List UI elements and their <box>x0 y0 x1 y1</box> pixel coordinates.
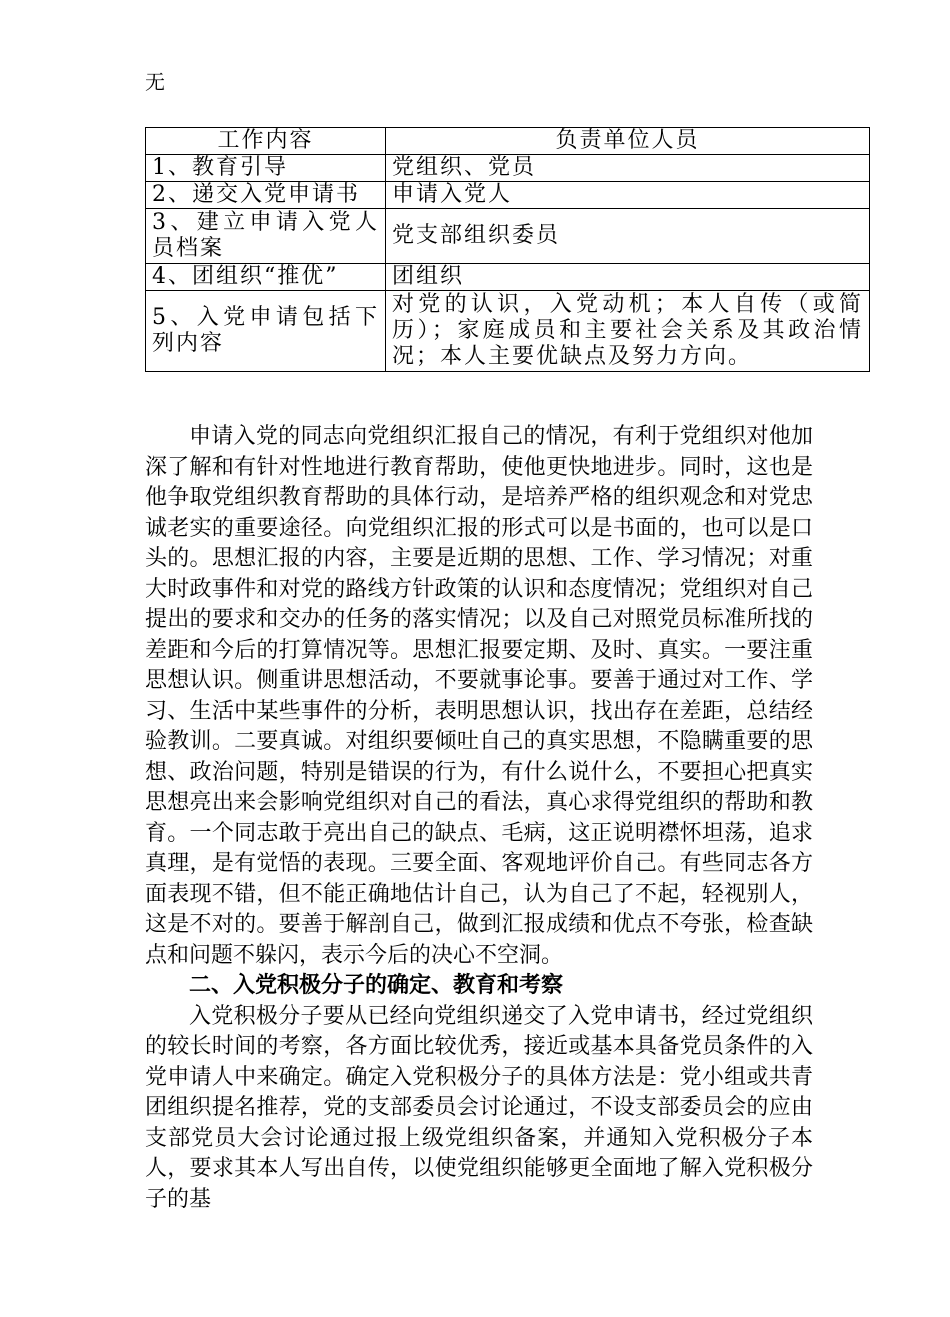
table-header-row <box>146 128 870 155</box>
task-text: 5、入党申请包括下列内容 <box>152 305 379 356</box>
owner-cell: 申请入党人 <box>386 182 870 209</box>
table-row <box>146 155 870 182</box>
table-header-owner: 负责单位人员 <box>386 128 870 155</box>
table-row <box>146 182 870 209</box>
owner-cell <box>386 291 870 372</box>
owner-cell: 党组织、党员 <box>386 155 870 182</box>
table-header-task: 工作内容 <box>146 128 386 155</box>
task-text: 3、建立申请入党人员档案 <box>152 210 379 261</box>
table-row <box>146 264 870 291</box>
header-mark: 无 <box>145 70 165 94</box>
owner-cell: 团组织 <box>386 264 870 291</box>
body-text <box>145 422 813 1215</box>
owner-cell: 党支部组织委员 <box>386 209 870 264</box>
task-cell: 2、递交入党申请书 <box>146 182 386 209</box>
duty-table <box>145 127 870 372</box>
task-cell <box>146 209 386 264</box>
task-cell <box>146 291 386 372</box>
paragraph-reporting: 申请入党的同志向党组织汇报自己的情况，有利于党组织对他加深了解和有针对性地进行教育帮助，使他更快地进步。同时，这也是他争取党组织教育帮助的具体行动，是培养严格的组织观念和对党忠诚老实的重要途径。向党组织汇报的形式可以是书面的，也可以是口头的。思想汇报的内容，主要是近期的思想、工作、学习情况；对重大时政事件和对党的路线方针政策的认识和态度情况；党组织对自己提出的要求和交办的任务的落实情况；以及自己对照党员标准所找的差距和今后的打算情况等。思想汇报要定期、及时、真实。一要注重思想认识。侧重讲思想活动，不要就事论事。要善于通过对工作、学习、生活中某些事件的分析，表明思想认识，找出存在差距，总结经验教训。二要真诚。对组织要倾吐自己的真实思想，不隐瞒重要的思想、政治问题，特别是错误的行为，有什么说什么，不要担心把真实思想亮出来会影响党组织对自己的看法，真心求得党组织的帮助和教育。一个同志敢于亮出自己的缺点、毛病，这正说明襟怀坦荡，追求真理，是有觉悟的表现。三要全面、客观地评价自己。有些同志各方面表现不错，但不能正确地估计自己，认为自己了不起，轻视别人，这是不对的。要善于解剖自己，做到汇报成绩和优点不夸张，检查缺点和问题不躲闪，表示今后的决心不空洞。 <box>145 424 813 968</box>
section-heading: 二、入党积极分子的确定、教育和考察 <box>189 973 564 998</box>
table-row <box>146 291 870 372</box>
task-cell: 1、教育引导 <box>146 155 386 182</box>
owner-text: 对党的认识，入党动机；本人自传（或简历）；家庭成员和主要社会关系及其政治情况；本人主要优缺点及努力方向。 <box>392 292 863 369</box>
table-row <box>146 209 870 264</box>
paragraph-activists: 入党积极分子要从已经向党组织递交了入党申请书，经过党组织的较长时间的考察，各方面比较优秀，接近或基本具备党员条件的入党申请人中来确定。确定入党积极分子的具体方法是：党小组或共青团组织提名推荐，党的支部委员会讨论通过，不设支部委员会的应由支部党员大会讨论通过报上级党组织备案，并通知入党积极分子本人，要求其本人写出自传，以使党组织能够更全面地了解入党积极分子的基 <box>145 1003 813 1212</box>
task-cell: 4、团组织“推优” <box>146 264 386 291</box>
